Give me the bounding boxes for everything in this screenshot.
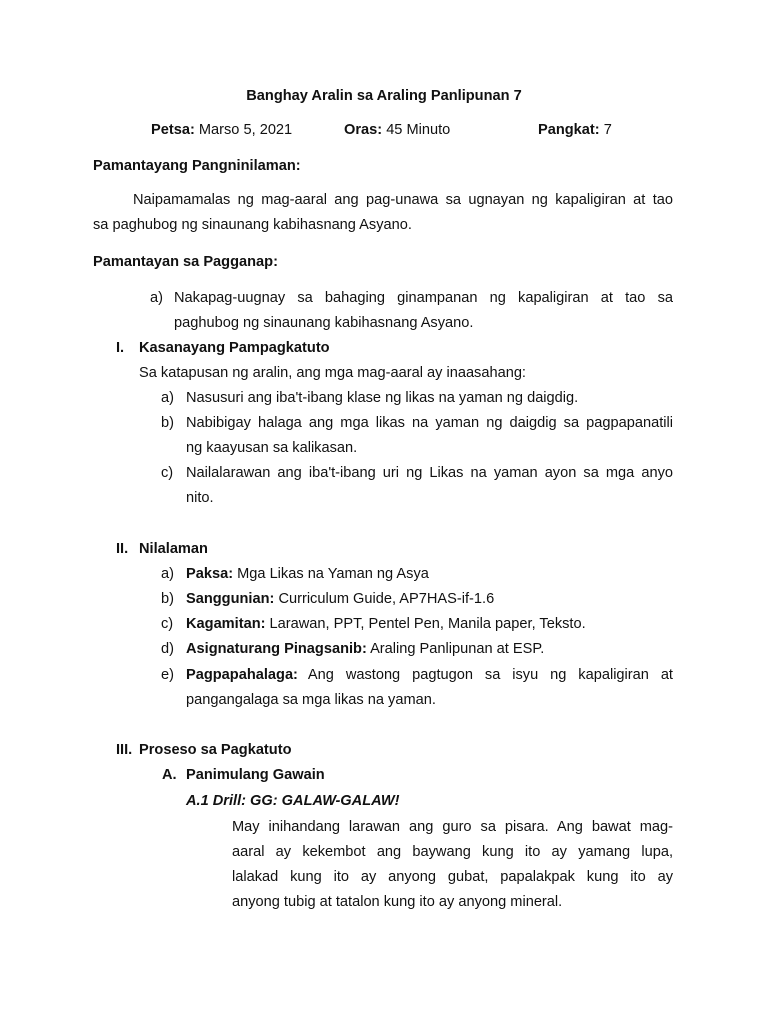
petsa-value: Marso 5, 2021 [198,122,293,138]
section1-item-a-text: Nasusuri ang iba't-ibang klase ng likas na yaman ng daigdig. [186,390,579,406]
section3-sub-heading: Panimulang Gawain [186,767,325,783]
section2-item-c-marker: c) [161,616,174,632]
section2-item-e-marker: e) [161,667,174,683]
page-title: Banghay Aralin sa Araling Panlipunan 7 [246,88,522,104]
section1-item-b-line2: ng kaayusan sa kalikasan. [186,440,358,456]
pangninilaman-line2: sa paghubog ng sinaunang kabihasnang Asyano. [93,217,412,233]
sanggunian-label: Sanggunian: [186,591,275,607]
pagpapahalaga-value: Ang wastong pagtugon sa isyu ng kapaligiran at [307,667,673,683]
pangkat-value: 7 [603,122,612,138]
section2-item-d-marker: d) [161,641,174,657]
paksa-value: Mga Likas na Yaman ng Asya [237,566,429,582]
pangkat-label: Pangkat: [538,122,600,138]
pagganap-marker: a) [150,290,163,306]
pangkat-field [538,118,612,143]
section1-item-c-marker: c) [161,465,174,481]
pagganap-line1: Nakapag-uugnay sa bahaging ginampanan ng kapaligiran at tao sa [174,290,673,306]
drill-para-line1: May inihandang larawan ang guro sa pisara. Ang bawat mag- [232,819,673,835]
oras-label: Oras: [344,122,383,138]
section1-item-c-line2: nito. [186,490,214,506]
petsa-field [151,118,292,143]
drill-para-line3: lalakad kung ito ay anyong gubat, papalakpak kung ito ay [232,869,673,885]
section1-item-a-marker: a) [161,390,174,406]
section2-item-c [186,612,586,637]
section3-numeral: III. [116,742,133,758]
section2-item-e [186,663,673,688]
pagpapahalaga-label: Pagpapahalaga: [186,667,298,683]
section2-heading: Nilalaman [139,541,208,557]
pagganap-heading: Pamantayan sa Pagganap: [93,254,278,270]
section3-heading: Proseso sa Pagkatuto [139,742,292,758]
sanggunian-value: Curriculum Guide, AP7HAS-if-1.6 [278,591,495,607]
section1-numeral: I. [116,340,125,356]
drill-para-line2: aaral ay kekembot ang baywang kung ito ay yamang lupa, [232,844,673,860]
petsa-label: Petsa: [151,122,195,138]
section2-item-a-marker: a) [161,566,174,582]
drill-para-line4: anyong tubig at tatalon kung ito ay anyong mineral. [232,894,563,910]
pagpapahalaga-line2: pangangalaga sa mga likas na yaman. [186,692,436,708]
pangninilaman-heading: Pamantayang Pangninilaman: [93,158,301,174]
section2-item-d [186,637,544,662]
kagamitan-value: Larawan, PPT, Pentel Pen, Manila paper, Teksto. [269,616,586,632]
section3-sub-marker: A. [162,767,177,783]
section1-intro: Sa katapusan ng aralin, ang mga mag-aaral ay inaasahang: [139,365,526,381]
asignaturang-label: Asignaturang Pinagsanib: [186,641,367,657]
paksa-label: Paksa: [186,566,234,582]
asignaturang-value: Araling Panlipunan at ESP. [370,641,545,657]
section1-heading: Kasanayang Pampagkatuto [139,340,330,356]
section2-item-b-marker: b) [161,591,174,607]
pagganap-line2: paghubog ng sinaunang kabihasnang Asyano. [174,315,474,331]
section1-item-b-line1: Nabibigay halaga ang mga likas na yaman ng daigdig sa pagpapanatili [186,415,673,431]
section2-numeral: II. [116,541,129,557]
section2-item-a [186,562,429,587]
section2-item-b [186,587,494,612]
drill-heading: A.1 Drill: GG: GALAW-GALAW! [186,793,400,809]
pangninilaman-line1: Naipamamalas ng mag-aaral ang pag-unawa sa ugnayan ng kapaligiran at tao [133,192,673,208]
oras-value: 45 Minuto [386,122,451,138]
oras-field [344,118,450,143]
kagamitan-label: Kagamitan: [186,616,266,632]
section1-item-c-line1: Nailalarawan ang iba't-ibang uri ng Likas na yaman ayon sa mga anyo [186,465,673,481]
section1-item-b-marker: b) [161,415,174,431]
